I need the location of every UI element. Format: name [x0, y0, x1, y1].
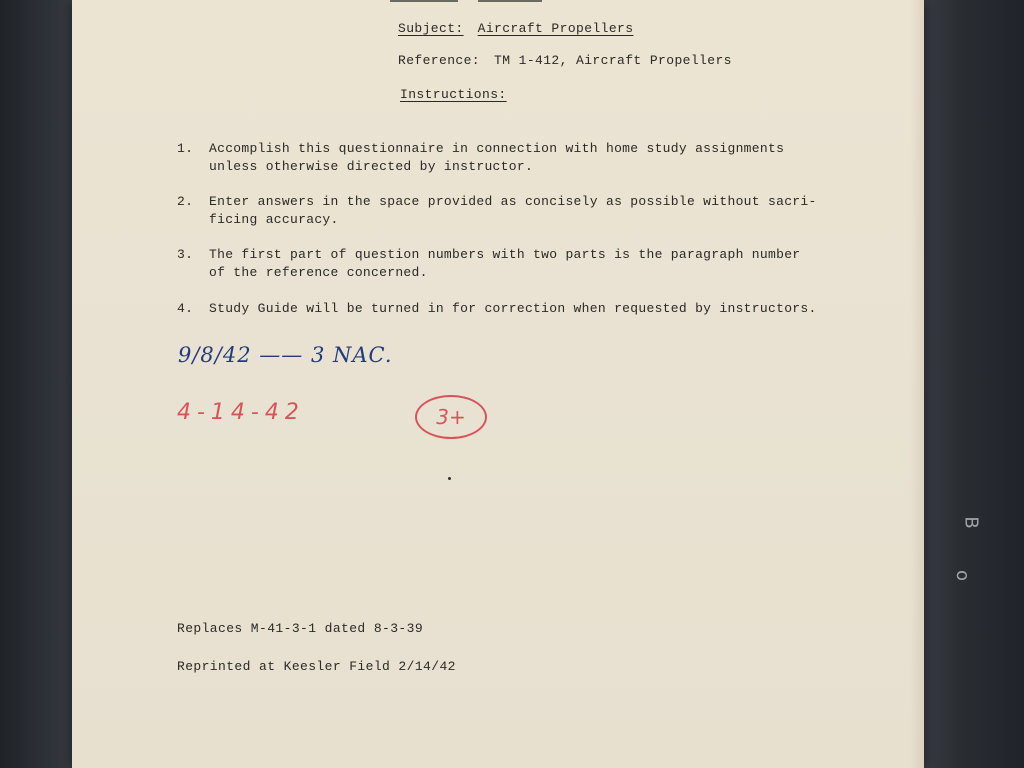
paper-speck — [448, 477, 451, 480]
instruction-text: Accomplish this questionnaire in connection with home study assignments unless otherwise directed by instructor. — [209, 141, 785, 174]
reprinted-note: Reprinted at Keesler Field 2/14/42 — [177, 659, 456, 674]
instruction-number: 1. — [177, 141, 194, 156]
top-rule — [478, 0, 542, 2]
subject-label: Subject: — [398, 21, 464, 36]
subject-value: Aircraft Propellers — [477, 21, 634, 36]
reference-label: Reference: — [398, 53, 481, 68]
desk-mark: B — [960, 516, 982, 529]
instruction-text: Study Guide will be turned in for correction when requested by instructors. — [209, 301, 817, 316]
grade-text: 3+ — [436, 405, 466, 429]
reference-value: TM 1-412, Aircraft Propellers — [494, 53, 732, 68]
instruction-text: The first part of question numbers with two parts is the paragraph number of the reference concerned. — [209, 247, 801, 280]
replaces-note: Replaces M-41-3-1 dated 8-3-39 — [177, 621, 424, 636]
instruction-number: 2. — [177, 194, 194, 209]
desk-surface-right — [915, 0, 1024, 768]
subject-line — [398, 21, 633, 36]
desk-mark: o — [952, 569, 974, 582]
handwritten-date-red: 4-14-42 — [177, 400, 305, 425]
top-rule — [390, 0, 458, 2]
reference-line — [398, 53, 732, 68]
instruction-text: Enter answers in the space provided as concisely as possible without sacri- ficing accuracy. — [209, 194, 817, 227]
instruction-number: 3. — [177, 247, 194, 262]
instruction-number: 4. — [177, 301, 194, 316]
document-page — [72, 0, 924, 768]
instructions-heading: Instructions: — [400, 87, 507, 102]
handwritten-date-blue: 9/8/42 —— 3 NAC. — [178, 343, 393, 367]
desk-surface-left — [0, 0, 80, 768]
handwritten-grade-circled — [415, 395, 487, 439]
